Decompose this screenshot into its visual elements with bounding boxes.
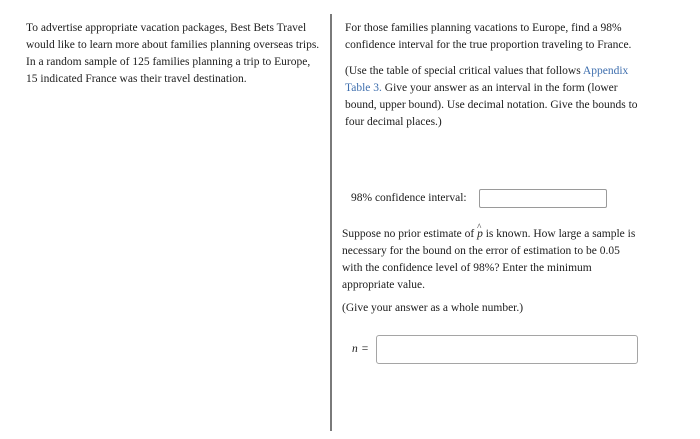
question1-instruction — [345, 63, 645, 131]
appendix-table-link[interactable]: Appendix Table 3. — [345, 65, 629, 94]
question1-instruction-end: Give your answer as an interval in the form (lower bound, upper bound). Use decimal notation. Give the bounds to four decimal places.) — [345, 82, 638, 128]
sample-size-row — [352, 334, 638, 364]
question2-note: (Give your answer as a whole number.) — [342, 302, 524, 314]
problem-context-panel — [26, 20, 322, 88]
question1-instruction-start: (Use the table of special critical values that follows — [345, 65, 583, 77]
question2-prompt — [342, 226, 642, 294]
question2-prompt-start: Suppose no prior estimate of — [342, 228, 478, 240]
confidence-interval-input[interactable] — [479, 189, 607, 208]
p-hat-symbol: ^ p — [477, 226, 483, 243]
column-divider — [330, 14, 332, 431]
confidence-interval-row — [351, 187, 607, 209]
question1-prompt: For those families planning vacations to Europe, find a 98% confidence interval for the true proportion traveling to France. — [345, 22, 632, 51]
sample-size-equals: = — [361, 343, 369, 355]
problem-context-text: To advertise appropriate vacation packages, Best Bets Travel would like to learn more about families planning overseas trips. In a random sample of 125 families planning a trip to Europe, 15 indicated France was their travel destination. — [26, 22, 320, 85]
confidence-interval-label: 98% confidence interval: — [351, 192, 467, 204]
question1-panel — [345, 20, 645, 131]
sample-size-input[interactable] — [376, 335, 638, 364]
sample-size-label: n — [352, 343, 358, 355]
question2-prompt-end: is known. How large a sample is necessary for the bound on the error of estimation to be 0.05 with the confidence level of 98%? Enter the minimum appropriate value. — [342, 228, 636, 291]
